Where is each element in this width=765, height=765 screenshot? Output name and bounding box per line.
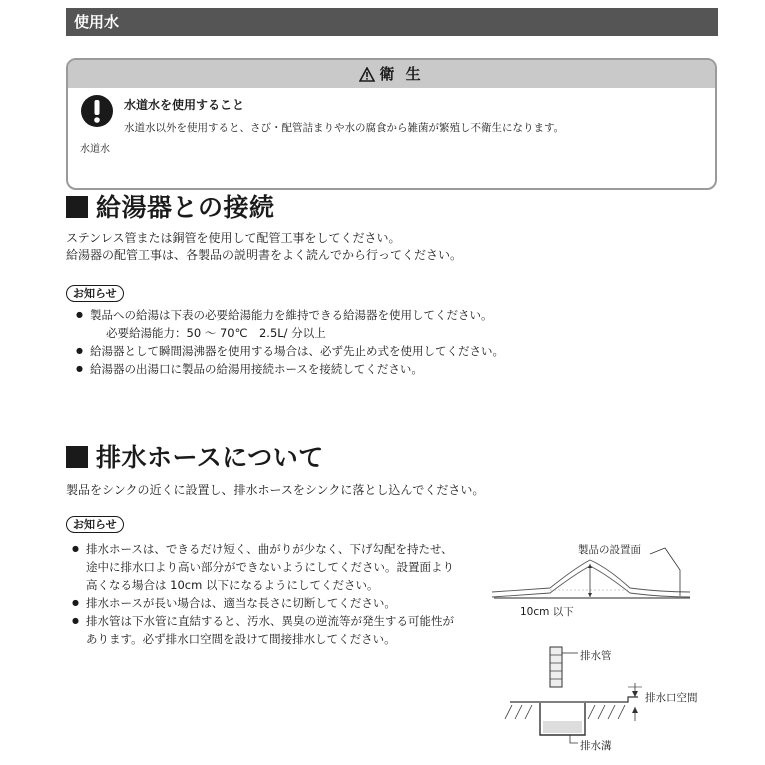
connection-notes bbox=[76, 306, 676, 378]
hygiene-warning-box bbox=[66, 58, 717, 190]
list-item: ● 給湯器の出湯口に製品の給湯用接続ホースを接続してください。 bbox=[76, 360, 676, 378]
square-bullet-icon bbox=[66, 196, 88, 218]
connection-text bbox=[66, 230, 462, 264]
list-item bbox=[76, 306, 676, 342]
connection-line: 給湯器の配管工事は、各製品の説明書をよく読んでから行ってください。 bbox=[66, 248, 463, 262]
label-install-surface: 製品の設置面 bbox=[578, 544, 641, 556]
capacity-line: 必要給湯能力：50 ～ 70℃ 2.5L/ 分以上 bbox=[106, 326, 326, 340]
drain-heading-text: 排水ホースについて bbox=[96, 443, 324, 472]
hygiene-header bbox=[68, 60, 715, 88]
list-item: ● 給湯器として瞬間湯沸器を使用する場合は、必ず先止め式を使用してください。 bbox=[76, 342, 676, 360]
rule-title: 水道水を使用すること bbox=[124, 98, 245, 112]
connection-line: ステンレス管または銅管を使用して配管工事をしてください。 bbox=[66, 231, 401, 245]
notice-badge: お知らせ bbox=[66, 285, 124, 302]
list-item: ● 排水ホースは、できるだけ短く、曲がりが少なく、下げ勾配を持たせ、途中に排水口より高い部分ができないようにしてください。設置面より高くなる場合は 10cm 以下になるようにしてください。 bbox=[72, 540, 462, 594]
connection-heading bbox=[66, 188, 275, 224]
rule-text: 水道水以外を使用すると、さび・配管詰まりや水の腐食から雑菌が繁殖し不衛生になります。 bbox=[124, 122, 565, 134]
note-text: 製品への給湯は下表の必要給湯能力を維持できる給湯器を使用してください。 bbox=[90, 308, 493, 322]
drain-heading bbox=[66, 438, 324, 474]
label-drain-pipe: 排水管 bbox=[580, 650, 612, 662]
list-item: ● 排水ホースが長い場合は、適当な長さに切断してください。 bbox=[72, 594, 462, 612]
label-drain-ditch: 排水溝 bbox=[580, 740, 612, 752]
notice-badge: お知らせ bbox=[66, 516, 124, 533]
square-bullet-icon bbox=[66, 446, 88, 468]
connection-heading-text: 給湯器との接続 bbox=[96, 193, 275, 222]
label-height-limit: 10cm 以下 bbox=[520, 606, 574, 618]
drain-notes bbox=[72, 540, 462, 648]
mandatory-action-icon bbox=[80, 94, 114, 128]
icon-caption: 水道水 bbox=[80, 144, 110, 155]
label-air-gap: 排水口空間 bbox=[645, 692, 698, 704]
list-item: ● 排水管は下水管に直結すると、汚水、異臭の逆流等が発生する可能性があります。必ず排水口空間を設けて間接排水してください。 bbox=[72, 612, 462, 648]
drain-lead: 製品をシンクの近くに設置し、排水ホースをシンクに落とし込んでください。 bbox=[66, 483, 485, 497]
section-title: 使用水 bbox=[74, 13, 120, 31]
hygiene-header-label: 衛 生 bbox=[379, 65, 424, 83]
section-title-bar bbox=[66, 8, 718, 36]
warning-triangle-icon bbox=[359, 67, 375, 82]
